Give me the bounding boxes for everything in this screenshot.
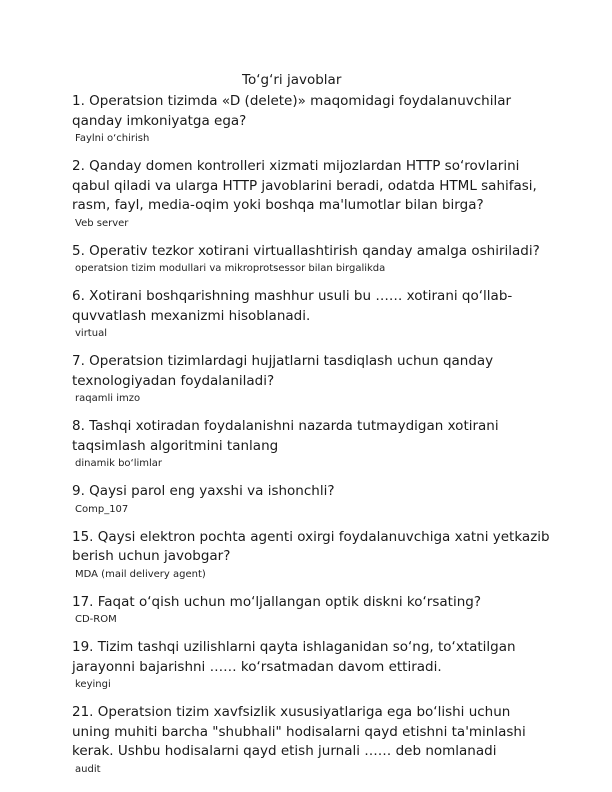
qa-item (72, 703, 552, 777)
answer-text: MDA (mail delivery agent) (75, 568, 206, 580)
answer-text: CD-ROM (75, 614, 117, 625)
question-text: 15. Qaysi elektron pochta agenti oxirgi foydalanuvchiga xatni yetkazib berish uchun javobgar? (72, 528, 550, 564)
answer-text: operatsion tizim modullari va mikroprotsessor bilan birgalikda (75, 263, 386, 274)
answer-text: dinamik bo‘limlar (75, 458, 163, 469)
answer-text: raqamli imzo (75, 393, 141, 404)
question-text: 6. Xotirani boshqarishning mashhur usuli bu …… xotirani qo‘llab-quvvatlash mexanizmi hisoblanadi. (72, 288, 513, 324)
question-text: 7. Operatsion tizimlardagi hujjatlarni tasdiqlash uchun qanday texnologiyadan foydalaniladi? (72, 353, 494, 389)
qa-item (72, 242, 552, 277)
qa-item (72, 92, 552, 146)
answer-text: Faylni o‘chirish (75, 133, 150, 144)
answer-text: keyingi (75, 679, 111, 690)
question-text: 21. Operatsion tizim xavfsizlik xususiyatlariga ega bo‘lishi uchun uning muhiti barcha "shubhali" hodisalarni qayd etishni ta'minlashi kerak. Ushbu hodisalarni qayd etish jurnali …… deb nomlanadi (72, 704, 526, 759)
qa-item (72, 528, 552, 582)
question-text: 19. Tizim tashqi uzilishlarni qayta ishlaganidan so‘ng, to‘xtatilgan jarayonni bajarishni …… ko‘rsatmadan davom ettiradi. (72, 639, 516, 675)
answer-text: Comp_107 (75, 503, 129, 515)
qa-item (72, 352, 552, 406)
answer-text: virtual (75, 328, 107, 339)
qa-item (72, 593, 552, 628)
question-text: 9. Qaysi parol eng yaxshi va ishonchli? (72, 483, 335, 499)
qa-item (72, 482, 552, 517)
qa-item (72, 638, 552, 692)
question-text: 8. Tashqi xotiradan foydalanishni nazarda tutmaydigan xotirani taqsimlash algoritmini tanlang (72, 418, 499, 454)
question-text: 2. Qanday domen kontrolleri xizmati mijozlardan HTTP so‘rovlarini qabul qiladi va ularga HTTP javoblarini beradi, odatda HTML sahifasi, rasm, fayl, media-oqim yoki boshqa ma'lumotlar bilan birga? (72, 158, 537, 213)
question-text: 17. Faqat o‘qish uchun mo‘ljallangan optik diskni ko‘rsating? (72, 593, 482, 610)
document-page (72, 70, 552, 788)
question-text: 5. Operativ tezkor xotirani virtuallashtirish qanday amalga oshiriladi? (72, 242, 540, 259)
qa-item (72, 287, 552, 341)
answer-text: Veb server (75, 217, 129, 229)
qa-item (72, 417, 552, 471)
answer-text: audit (75, 763, 101, 775)
question-text: 1. Operatsion tizimda «D (delete)» maqomidagi foydalanuvchilar qanday imkoniyatga ega? (72, 93, 512, 129)
qa-item (72, 157, 552, 231)
page-title: To‘g‘ri javoblar (242, 72, 342, 88)
